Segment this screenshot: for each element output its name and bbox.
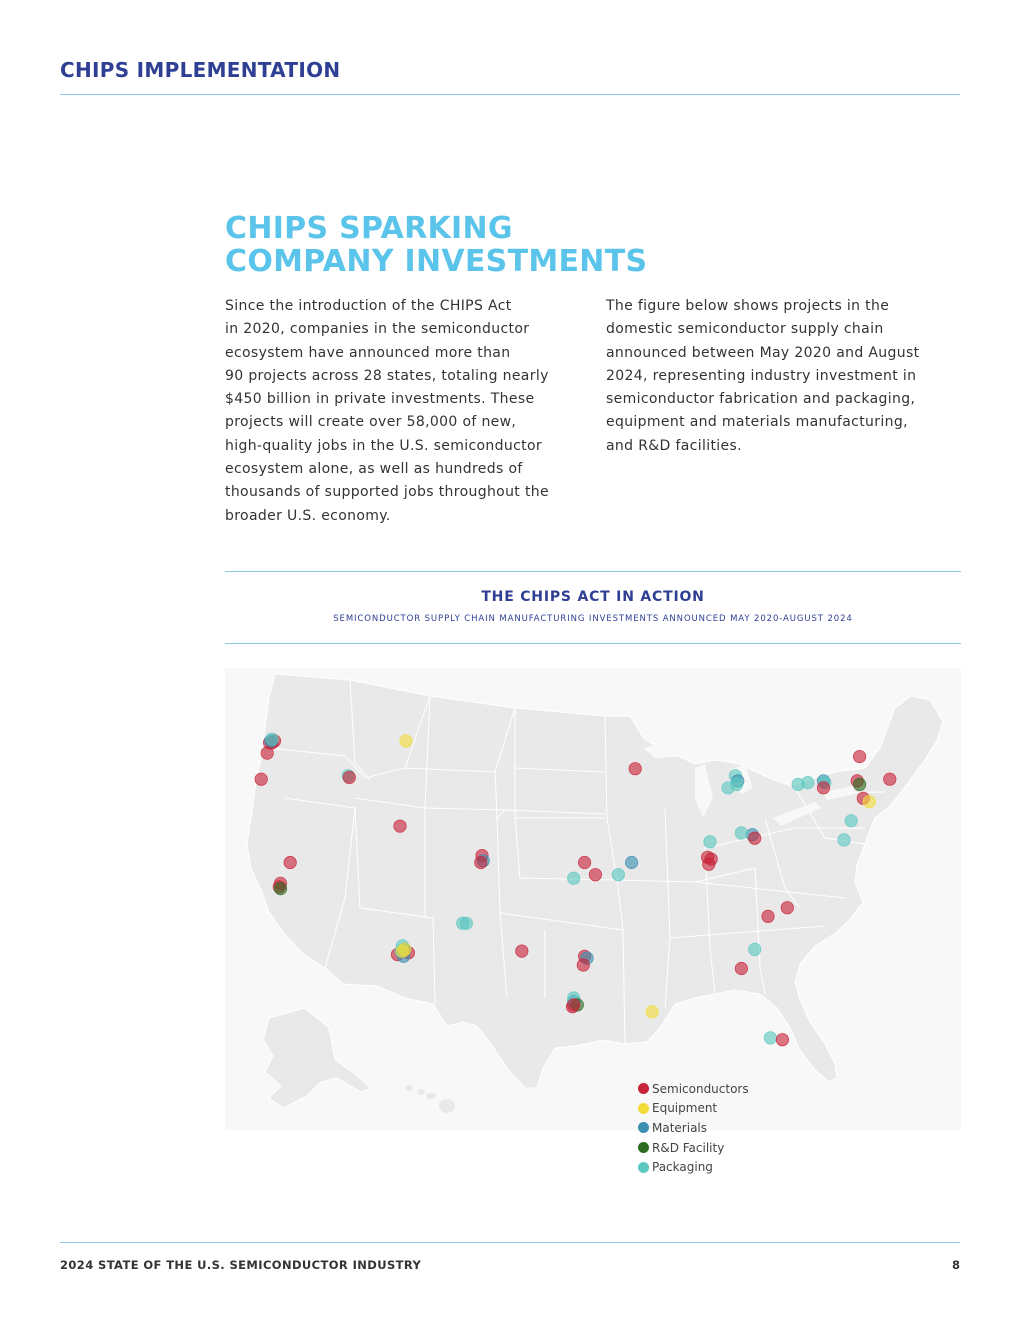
project-marker-packaging: [749, 943, 761, 955]
paragraph-line: The figure below shows projects in the: [606, 298, 890, 314]
legend-label: Materials: [652, 1120, 708, 1135]
headline-line: CHIPS SPARKING: [225, 211, 513, 246]
project-marker-packaging: [568, 872, 580, 884]
project-marker-semiconductors: [475, 856, 487, 868]
project-marker-semiconductors: [749, 832, 761, 844]
project-marker-semiconductors: [516, 945, 528, 957]
project-marker-equipment: [863, 796, 875, 808]
project-marker-packaging: [460, 917, 472, 929]
map-canvas: [225, 668, 961, 1130]
legend-label: R&D Facility: [652, 1140, 725, 1155]
paragraph-line: 2024, representing industry investment in: [606, 367, 917, 384]
project-marker-packaging: [735, 827, 747, 839]
legend-swatch: [638, 1103, 649, 1114]
project-marker-packaging: [845, 815, 857, 827]
project-marker-semiconductors: [284, 856, 296, 868]
project-marker-packaging: [704, 836, 716, 848]
map-legend: [638, 1079, 749, 1177]
paragraph-line: ecosystem have announced more than: [225, 344, 511, 361]
legend-swatch: [638, 1122, 649, 1133]
project-marker-semiconductors: [776, 1034, 788, 1046]
project-marker-packaging: [838, 834, 850, 846]
page-number: 8: [951, 1258, 960, 1272]
paragraph-line: high-quality jobs in the U.S. semiconductor: [225, 437, 543, 454]
headline-line: COMPANY INVESTMENTS: [225, 244, 648, 279]
paragraph-line: domestic semiconductor supply chain: [606, 321, 884, 338]
project-marker-packaging: [764, 1032, 776, 1044]
paragraph-line: $450 billion in private investments. These: [225, 391, 535, 408]
legend-swatch: [638, 1162, 649, 1173]
figure-description-paragraph: [606, 295, 946, 458]
paragraph-line: Since the introduction of the CHIPS Act: [225, 298, 512, 314]
paragraph-line: projects will create over 58,000 of new,: [225, 414, 517, 431]
project-marker-equipment: [646, 1006, 658, 1018]
figure-subtitle: SEMICONDUCTOR SUPPLY CHAIN MANUFACTURING INVESTMENTS ANNOUNCED MAY 2020-AUGUST 2024: [333, 614, 853, 624]
figure-bottom-divider: [225, 643, 961, 644]
paragraph-line: broader U.S. economy.: [225, 507, 391, 524]
project-marker-rd: [274, 882, 286, 894]
section-header: CHIPS IMPLEMENTATION: [60, 58, 341, 82]
legend-label: Equipment: [652, 1101, 718, 1116]
figure-top-divider: [225, 571, 961, 572]
paragraph-line: and R&D facilities.: [606, 437, 742, 454]
footer-report-title: 2024 STATE OF THE U.S. SEMICONDUCTOR INDUSTRY: [60, 1258, 422, 1272]
legend-item-packaging: [638, 1157, 749, 1177]
article-headline: [225, 212, 825, 278]
legend-item-equipment: [638, 1099, 749, 1119]
project-marker-packaging: [722, 782, 734, 794]
legend-label: Packaging: [652, 1160, 713, 1175]
project-marker-semiconductors: [394, 820, 406, 832]
project-marker-semiconductors: [261, 747, 273, 759]
paragraph-line: in 2020, companies in the semiconductor: [225, 321, 530, 338]
legend-swatch: [638, 1083, 649, 1094]
paragraph-line: semiconductor fabrication and packaging,: [606, 391, 916, 408]
project-marker-packaging: [266, 733, 278, 745]
project-marker-semiconductors: [578, 856, 590, 868]
legend-item-rd-facility: [638, 1138, 749, 1158]
intro-paragraph: [225, 295, 575, 528]
project-marker-semiconductors: [589, 869, 601, 881]
legend-item-materials: [638, 1118, 749, 1138]
paragraph-line: ecosystem alone, as well as hundreds of: [225, 461, 523, 478]
paragraph-line: 90 projects across 28 states, totaling nearly: [225, 367, 549, 384]
paragraph-line: announced between May 2020 and August: [606, 344, 920, 361]
project-marker-semiconductors: [762, 910, 774, 922]
project-marker-semiconductors: [781, 902, 793, 914]
project-marker-semiconductors: [703, 858, 715, 870]
project-marker-semiconductors: [255, 773, 267, 785]
project-marker-semiconductors: [735, 962, 747, 974]
paragraph-line: thousands of supported jobs throughout the: [225, 484, 549, 501]
project-marker-semiconductors: [853, 750, 865, 762]
legend-label: Semiconductors: [652, 1081, 749, 1096]
project-marker-packaging: [612, 869, 624, 881]
paragraph-line: equipment and materials manufacturing,: [606, 414, 908, 431]
header-divider: [60, 94, 960, 95]
project-marker-materials: [625, 856, 637, 868]
us-investment-map: [225, 668, 961, 1130]
project-marker-semiconductors: [629, 763, 641, 775]
figure-title: THE CHIPS ACT IN ACTION: [481, 589, 705, 605]
project-marker-semiconductors: [568, 999, 580, 1011]
footer-divider: [60, 1242, 960, 1243]
project-marker-equipment: [399, 943, 411, 955]
legend-item-semiconductors: [638, 1079, 749, 1099]
project-marker-semiconductors: [817, 782, 829, 794]
project-marker-packaging: [802, 776, 814, 788]
project-marker-equipment: [400, 735, 412, 747]
project-marker-semiconductors: [343, 771, 355, 783]
project-marker-rd: [853, 778, 865, 790]
legend-swatch: [638, 1142, 649, 1153]
project-marker-semiconductors: [884, 773, 896, 785]
project-marker-semiconductors: [577, 959, 589, 971]
